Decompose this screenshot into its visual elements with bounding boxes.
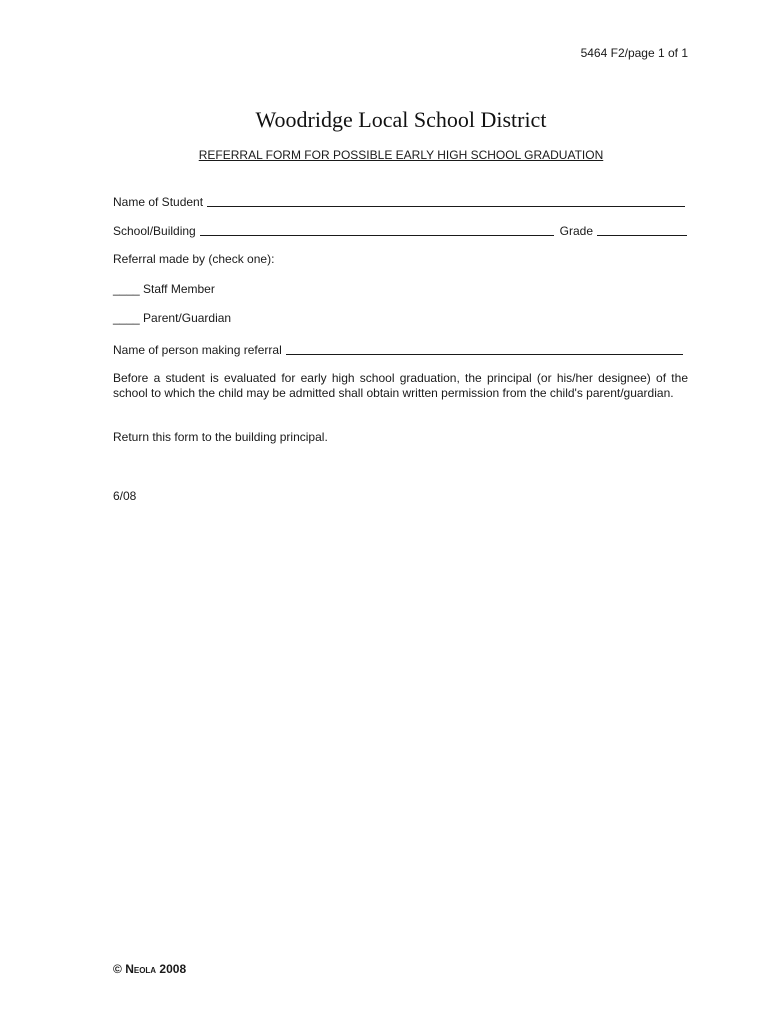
district-title: Woodridge Local School District (255, 107, 547, 132)
copyright-symbol: © (113, 962, 122, 976)
form-title: REFERRAL FORM FOR POSSIBLE EARLY HIGH SCHOOL GRADUATION (198, 148, 604, 162)
referrer-name-field[interactable] (286, 342, 683, 355)
parent-option-label: Parent/Guardian (143, 311, 232, 325)
school-building-field[interactable] (200, 223, 554, 236)
staff-checkbox-blank[interactable]: ____ (113, 282, 140, 296)
parent-option-row (113, 311, 231, 325)
staff-option-row (113, 282, 215, 296)
grade-label: Grade (559, 224, 593, 238)
permission-paragraph: Before a student is evaluated for early high school graduation, the principal (or his/her designee) of the school to which the child may be admitted shall obtain written permission from the child's parent/guardian. (113, 371, 688, 400)
revision-date: 6/08 (113, 489, 137, 503)
student-name-field[interactable] (207, 194, 685, 207)
copyright-year: 2008 (159, 962, 187, 976)
grade-field[interactable] (597, 223, 687, 236)
staff-option-label: Staff Member (143, 282, 215, 296)
parent-checkbox-blank[interactable]: ____ (113, 311, 140, 325)
school-building-label: School/Building (113, 224, 196, 238)
student-name-row (113, 193, 687, 209)
referrer-name-label: Name of person making referral (113, 343, 282, 357)
return-note: Return this form to the building principal. (113, 430, 328, 444)
copyright-name: Neola (125, 962, 157, 976)
page-reference: 5464 F2/page 1 of 1 (580, 46, 688, 60)
copyright-notice (113, 962, 186, 976)
referral-by-label: Referral made by (check one): (113, 252, 275, 266)
student-name-label: Name of Student (113, 195, 204, 209)
referrer-name-row (113, 341, 685, 357)
school-building-row (113, 222, 687, 238)
